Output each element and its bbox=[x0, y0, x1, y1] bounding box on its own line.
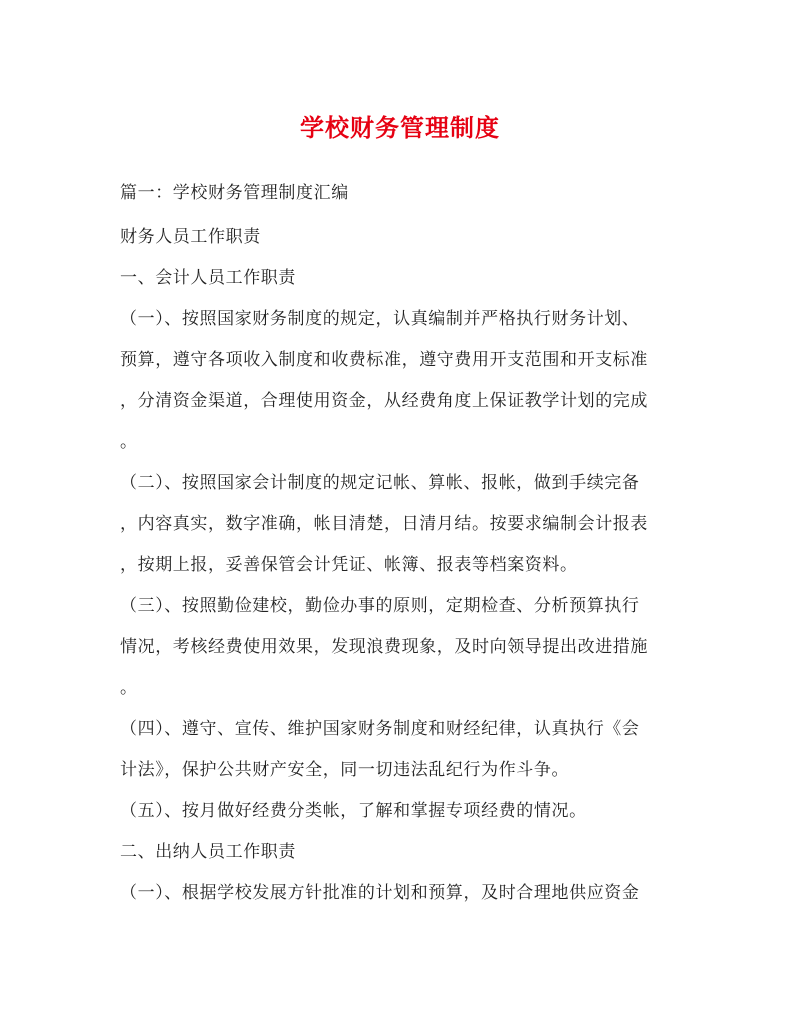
text-line: （五）、按月做好经费分类帐，了解和掌握专项经费的情况。 bbox=[120, 801, 587, 821]
text-line: （三）、按照勤俭建校，勤俭办事的原则，定期检查、分析预算执行 bbox=[120, 596, 640, 616]
document-title: 学校财务管理制度 bbox=[300, 113, 500, 142]
text-line: 情况，考核经费使用效果，发现浪费现象，及时向领导提出改进措施 bbox=[120, 637, 648, 657]
text-line: 。 bbox=[120, 432, 138, 452]
text-line: 财务人员工作职责 bbox=[120, 227, 261, 247]
text-line: ，内容真实，数字准确，帐目清楚，日清月结。按要求编制会计报表 bbox=[120, 514, 648, 534]
text-line: （一）、根据学校发展方针批准的计划和预算，及时合理地供应资金 bbox=[120, 883, 640, 903]
text-line: 计法》，保护公共财产安全，同一切违法乱纪行为作斗争。 bbox=[120, 760, 570, 780]
text-line: 二、出纳人员工作职责 bbox=[120, 842, 296, 862]
text-line: 预算，遵守各项收入制度和收费标准，遵守费用开支范围和开支标准 bbox=[120, 350, 648, 370]
text-line: 。 bbox=[120, 678, 138, 698]
text-line: （二）、按照国家会计制度的规定记帐、算帐、报帐，做到手续完备 bbox=[120, 473, 640, 493]
text-line: 一、会计人员工作职责 bbox=[120, 268, 296, 288]
text-line: （四）、遵守、宣传、维护国家财务制度和财经纪律，认真执行《会 bbox=[120, 719, 640, 739]
text-line: 篇一：学校财务管理制度汇编 bbox=[120, 183, 349, 203]
text-line: （一）、按照国家财务制度的规定，认真编制并严格执行财务计划、 bbox=[120, 309, 640, 329]
text-line: ，分清资金渠道，合理使用资金，从经费角度上保证教学计划的完成 bbox=[120, 391, 648, 411]
text-line: ，按期上报，妥善保管会计凭证、帐簿、报表等档案资料。 bbox=[120, 555, 578, 575]
